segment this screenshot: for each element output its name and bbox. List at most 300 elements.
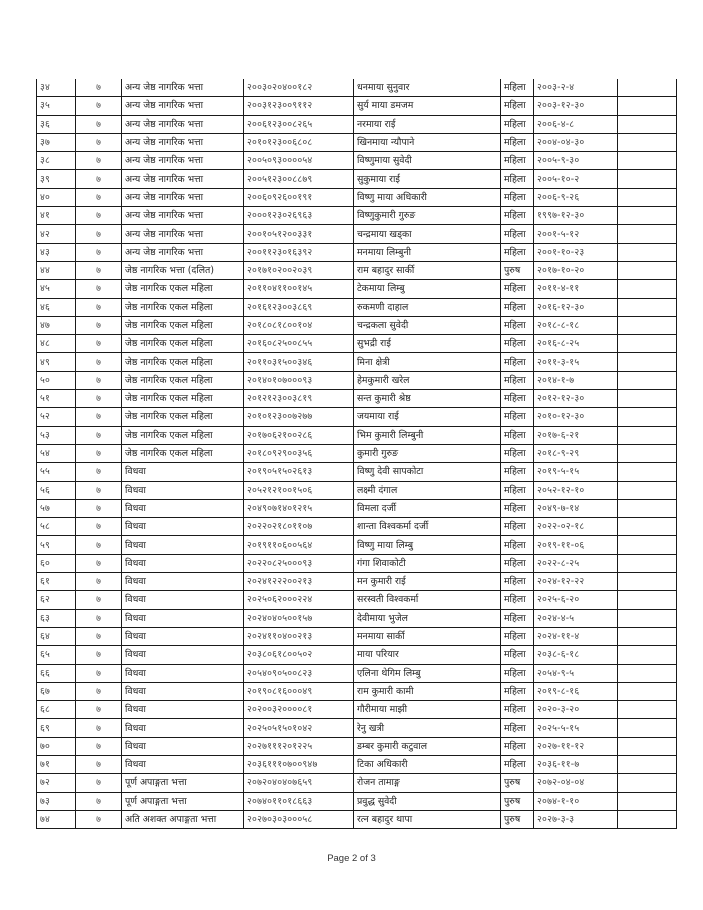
table-row (37, 664, 677, 682)
serial-number-cell: ५९ (37, 536, 76, 554)
date-cell: २०१०-१२-३० (534, 408, 618, 426)
date-cell: २०२५-६-२० (534, 591, 618, 609)
beneficiary-name-cell: विष्णुकुमारी गुरुङ (354, 207, 501, 225)
date-cell: २००३-१२-३० (534, 97, 618, 115)
remarks-cell (618, 170, 677, 188)
beneficiary-name-cell: नरमाया राई (354, 115, 501, 133)
serial-number-cell: ७२ (37, 774, 76, 792)
ward-number-cell: ७ (76, 298, 122, 316)
table-row (37, 261, 677, 279)
allowance-type-cell: अन्य जेष्ठ नागरिक भत्ता (122, 152, 244, 170)
gender-cell: पुरुष (501, 774, 534, 792)
ward-number-cell: ७ (76, 444, 122, 462)
remarks-cell (618, 115, 677, 133)
registration-id-cell: २०२००३२००००८१ (244, 701, 354, 719)
remarks-cell (618, 701, 677, 719)
serial-number-cell: ३७ (37, 133, 76, 151)
ward-number-cell: ७ (76, 719, 122, 737)
remarks-cell (618, 152, 677, 170)
serial-number-cell: ७४ (37, 810, 76, 828)
table-row (37, 152, 677, 170)
allowance-type-cell: अन्य जेष्ठ नागरिक भत्ता (122, 79, 244, 97)
gender-cell: महिला (501, 536, 534, 554)
registration-id-cell: २०१९०५१५०२६१३ (244, 463, 354, 481)
serial-number-cell: ३५ (37, 97, 76, 115)
registration-id-cell: २००६१२३००८२६५ (244, 115, 354, 133)
date-cell: २०७२-०४-०४ (534, 774, 618, 792)
gender-cell: महिला (501, 719, 534, 737)
gender-cell: महिला (501, 682, 534, 700)
beneficiary-name-cell: माया परियार (354, 646, 501, 664)
table-row (37, 627, 677, 645)
allowance-type-cell: जेष्ठ नागरिक एकल महिला (122, 426, 244, 444)
remarks-cell (618, 444, 677, 462)
registration-id-cell: २०१७१०२००२०३९ (244, 261, 354, 279)
ward-number-cell: ७ (76, 682, 122, 700)
remarks-cell (618, 573, 677, 591)
serial-number-cell: ४१ (37, 207, 76, 225)
table-row (37, 755, 677, 773)
serial-number-cell: ४० (37, 188, 76, 206)
remarks-cell (618, 243, 677, 261)
beneficiary-name-cell: मन कुमारी राई (354, 573, 501, 591)
registration-id-cell: २०१२१२३००३८१९ (244, 390, 354, 408)
allowance-type-cell: जेष्ठ नागरिक एकल महिला (122, 371, 244, 389)
table-row (37, 737, 677, 755)
table-row (37, 316, 677, 334)
beneficiary-name-cell: टिका अधिकारी (354, 755, 501, 773)
serial-number-cell: ४४ (37, 261, 76, 279)
date-cell: २०५४-९-५ (534, 664, 618, 682)
registration-id-cell: २०२४१२२२००२१३ (244, 573, 354, 591)
gender-cell: महिला (501, 207, 534, 225)
date-cell: २०१६-८-२५ (534, 335, 618, 353)
allowance-type-cell: विधवा (122, 591, 244, 609)
serial-number-cell: ५४ (37, 444, 76, 462)
beneficiary-table (36, 79, 677, 829)
ward-number-cell: ७ (76, 774, 122, 792)
beneficiary-name-cell: रोजन तामाङ्ग (354, 774, 501, 792)
gender-cell: महिला (501, 518, 534, 536)
table-row (37, 792, 677, 810)
registration-id-cell: २०११०३१५००३४६ (244, 353, 354, 371)
serial-number-cell: ७० (37, 737, 76, 755)
registration-id-cell: २०१७०६२१००२८६ (244, 426, 354, 444)
table-row (37, 408, 677, 426)
ward-number-cell: ७ (76, 133, 122, 151)
table-row (37, 609, 677, 627)
table-row (37, 591, 677, 609)
ward-number-cell: ७ (76, 426, 122, 444)
serial-number-cell: ६४ (37, 627, 76, 645)
beneficiary-name-cell: विष्णुमाया सुवेदी (354, 152, 501, 170)
table-row (37, 188, 677, 206)
ward-number-cell: ७ (76, 536, 122, 554)
date-cell: २०१७-१०-२० (534, 261, 618, 279)
beneficiary-name-cell: गंगा शिवाकोटी (354, 554, 501, 572)
allowance-type-cell: विधवा (122, 701, 244, 719)
gender-cell: महिला (501, 701, 534, 719)
ward-number-cell: ७ (76, 737, 122, 755)
registration-id-cell: २०१६१२३००३८६९ (244, 298, 354, 316)
ward-number-cell: ७ (76, 573, 122, 591)
ward-number-cell: ७ (76, 408, 122, 426)
ward-number-cell: ७ (76, 79, 122, 97)
ward-number-cell: ७ (76, 609, 122, 627)
date-cell: २००६-४-८ (534, 115, 618, 133)
beneficiary-name-cell: मनमाया लिम्बुनी (354, 243, 501, 261)
beneficiary-name-cell: मिना क्षेत्री (354, 353, 501, 371)
date-cell: २०२०-३-२० (534, 701, 618, 719)
date-cell: २०१९-११-०६ (534, 536, 618, 554)
date-cell: २०१९-८-१६ (534, 682, 618, 700)
ward-number-cell: ७ (76, 499, 122, 517)
table-row (37, 573, 677, 591)
registration-id-cell: २००११२३०१६३९२ (244, 243, 354, 261)
allowance-type-cell: अन्य जेष्ठ नागरिक भत्ता (122, 243, 244, 261)
serial-number-cell: ४८ (37, 335, 76, 353)
registration-id-cell: २०१६०८२५००८५५ (244, 335, 354, 353)
gender-cell: महिला (501, 97, 534, 115)
serial-number-cell: ५८ (37, 518, 76, 536)
ward-number-cell: ७ (76, 591, 122, 609)
table-row (37, 701, 677, 719)
registration-id-cell: २०३६१११०७००९४७ (244, 755, 354, 773)
ward-number-cell: ७ (76, 371, 122, 389)
registration-id-cell: २०४९०७१४०१२१५ (244, 499, 354, 517)
date-cell: २०१८-८-१८ (534, 316, 618, 334)
registration-id-cell: २०११०४११००१४५ (244, 280, 354, 298)
ward-number-cell: ७ (76, 225, 122, 243)
remarks-cell (618, 261, 677, 279)
ward-number-cell: ७ (76, 335, 122, 353)
beneficiary-name-cell: सुकुमाया राई (354, 170, 501, 188)
gender-cell: महिला (501, 115, 534, 133)
remarks-cell (618, 810, 677, 828)
table-row (37, 115, 677, 133)
allowance-type-cell: विधवा (122, 554, 244, 572)
remarks-cell (618, 97, 677, 115)
remarks-cell (618, 664, 677, 682)
table-row (37, 426, 677, 444)
remarks-cell (618, 518, 677, 536)
registration-id-cell: २०१४०१०७०००९३ (244, 371, 354, 389)
table-row (37, 518, 677, 536)
serial-number-cell: ४३ (37, 243, 76, 261)
serial-number-cell: ५२ (37, 408, 76, 426)
registration-id-cell: २०२७०३०३०००५८ (244, 810, 354, 828)
allowance-type-cell: पूर्ण अपाङ्गता भत्ता (122, 774, 244, 792)
gender-cell: महिला (501, 609, 534, 627)
date-cell: २०२५-५-१५ (534, 719, 618, 737)
allowance-type-cell: जेष्ठ नागरिक एकल महिला (122, 316, 244, 334)
date-cell: २०४९-७-१४ (534, 499, 618, 517)
table-body (37, 79, 677, 829)
table-row (37, 646, 677, 664)
serial-number-cell: ४५ (37, 280, 76, 298)
registration-id-cell: २०२२०८२५०००९३ (244, 554, 354, 572)
beneficiary-name-cell: भिम कुमारी लिम्बुनी (354, 426, 501, 444)
allowance-type-cell: अन्य जेष्ठ नागरिक भत्ता (122, 188, 244, 206)
serial-number-cell: ६५ (37, 646, 76, 664)
date-cell: २०१४-१-७ (534, 371, 618, 389)
beneficiary-name-cell: प्रवुद्ध सुवेदी (354, 792, 501, 810)
allowance-type-cell: विधवा (122, 536, 244, 554)
registration-id-cell: २०१८०९२९००३५६ (244, 444, 354, 462)
table-row (37, 774, 677, 792)
beneficiary-name-cell: सुभद्री राई (354, 335, 501, 353)
beneficiary-name-cell: टेकमाया लिम्बु (354, 280, 501, 298)
serial-number-cell: ३८ (37, 152, 76, 170)
beneficiary-name-cell: राम कुमारी कामी (354, 682, 501, 700)
ward-number-cell: ७ (76, 518, 122, 536)
beneficiary-name-cell: हेमकुमारी खरेल (354, 371, 501, 389)
serial-number-cell: ५७ (37, 499, 76, 517)
ward-number-cell: ७ (76, 701, 122, 719)
serial-number-cell: ७३ (37, 792, 76, 810)
serial-number-cell: ६२ (37, 591, 76, 609)
table-row (37, 810, 677, 828)
date-cell: २०३६-११-७ (534, 755, 618, 773)
registration-id-cell: २००३१२३००९११२ (244, 97, 354, 115)
gender-cell: महिला (501, 408, 534, 426)
gender-cell: महिला (501, 463, 534, 481)
remarks-cell (618, 792, 677, 810)
gender-cell: पुरुष (501, 261, 534, 279)
gender-cell: महिला (501, 79, 534, 97)
beneficiary-name-cell: डम्बर कुमारी कटुवाल (354, 737, 501, 755)
date-cell: २०२४-१२-२२ (534, 573, 618, 591)
serial-number-cell: ५३ (37, 426, 76, 444)
registration-id-cell: २०१८०८१८००१०४ (244, 316, 354, 334)
table-row (37, 97, 677, 115)
table-row (37, 499, 677, 517)
allowance-type-cell: जेष्ठ नागरिक एकल महिला (122, 353, 244, 371)
beneficiary-name-cell: लक्ष्मी दंगाल (354, 481, 501, 499)
beneficiary-name-cell: कुमारी गुरुङ (354, 444, 501, 462)
registration-id-cell: २०२२०२१८०११०७ (244, 518, 354, 536)
remarks-cell (618, 207, 677, 225)
allowance-type-cell: विधवा (122, 481, 244, 499)
allowance-type-cell: विधवा (122, 518, 244, 536)
table-row (37, 79, 677, 97)
gender-cell: महिला (501, 353, 534, 371)
serial-number-cell: ६० (37, 554, 76, 572)
ward-number-cell: ७ (76, 646, 122, 664)
allowance-type-cell: विधवा (122, 463, 244, 481)
remarks-cell (618, 408, 677, 426)
beneficiary-name-cell: विष्णु देवी सापकोटा (354, 463, 501, 481)
allowance-type-cell: जेष्ठ नागरिक एकल महिला (122, 298, 244, 316)
remarks-cell (618, 774, 677, 792)
serial-number-cell: ४७ (37, 316, 76, 334)
date-cell: २००१-५-१२ (534, 225, 618, 243)
table-row (37, 280, 677, 298)
table-row (37, 353, 677, 371)
table-row (37, 335, 677, 353)
remarks-cell (618, 371, 677, 389)
gender-cell: महिला (501, 390, 534, 408)
beneficiary-name-cell: गौरीमाया माझी (354, 701, 501, 719)
beneficiary-name-cell: विष्णु माया लिम्बु (354, 536, 501, 554)
allowance-type-cell: विधवा (122, 573, 244, 591)
serial-number-cell: ५० (37, 371, 76, 389)
date-cell: २००५-९-३० (534, 152, 618, 170)
registration-id-cell: २०५४०९०५००८२३ (244, 664, 354, 682)
serial-number-cell: ४२ (37, 225, 76, 243)
gender-cell: महिला (501, 573, 534, 591)
remarks-cell (618, 280, 677, 298)
gender-cell: महिला (501, 481, 534, 499)
gender-cell: महिला (501, 627, 534, 645)
serial-number-cell: ४६ (37, 298, 76, 316)
table-row (37, 225, 677, 243)
table-row (37, 390, 677, 408)
table-row (37, 170, 677, 188)
serial-number-cell: ३६ (37, 115, 76, 133)
date-cell: २००४-०४-३० (534, 133, 618, 151)
gender-cell: महिला (501, 243, 534, 261)
ward-number-cell: ७ (76, 261, 122, 279)
gender-cell: महिला (501, 737, 534, 755)
remarks-cell (618, 499, 677, 517)
allowance-type-cell: अन्य जेष्ठ नागरिक भत्ता (122, 225, 244, 243)
remarks-cell (618, 426, 677, 444)
serial-number-cell: ६६ (37, 664, 76, 682)
date-cell: २००१-१०-२३ (534, 243, 618, 261)
ward-number-cell: ७ (76, 554, 122, 572)
table-row (37, 207, 677, 225)
gender-cell: महिला (501, 298, 534, 316)
beneficiary-name-cell: शान्ता विश्वकर्मा दर्जी (354, 518, 501, 536)
registration-id-cell: २०२४११०४००२१३ (244, 627, 354, 645)
allowance-type-cell: विधवा (122, 627, 244, 645)
ward-number-cell: ७ (76, 316, 122, 334)
gender-cell: महिला (501, 554, 534, 572)
remarks-cell (618, 737, 677, 755)
serial-number-cell: ६७ (37, 682, 76, 700)
beneficiary-name-cell: सुर्य माया डमजम (354, 97, 501, 115)
serial-number-cell: ४९ (37, 353, 76, 371)
gender-cell: महिला (501, 444, 534, 462)
serial-number-cell: ७१ (37, 755, 76, 773)
remarks-cell (618, 188, 677, 206)
serial-number-cell: ६९ (37, 719, 76, 737)
remarks-cell (618, 133, 677, 151)
serial-number-cell: ३९ (37, 170, 76, 188)
serial-number-cell: ६३ (37, 609, 76, 627)
beneficiary-name-cell: सरस्वती विश्वकर्मा (354, 591, 501, 609)
date-cell: २००६-९-२६ (534, 188, 618, 206)
gender-cell: पुरुष (501, 792, 534, 810)
allowance-type-cell: जेष्ठ नागरिक एकल महिला (122, 390, 244, 408)
allowance-type-cell: पूर्ण अपाङ्गता भत्ता (122, 792, 244, 810)
date-cell: २००५-१०-२ (534, 170, 618, 188)
date-cell: २०१८-९-२९ (534, 444, 618, 462)
ward-number-cell: ७ (76, 755, 122, 773)
allowance-type-cell: अन्य जेष्ठ नागरिक भत्ता (122, 115, 244, 133)
ward-number-cell: ७ (76, 280, 122, 298)
remarks-cell (618, 79, 677, 97)
serial-number-cell: ३४ (37, 79, 76, 97)
remarks-cell (618, 682, 677, 700)
registration-id-cell: २०७४०११०१८६६३ (244, 792, 354, 810)
table-row (37, 481, 677, 499)
date-cell: २०२७-३-३ (534, 810, 618, 828)
table-row (37, 298, 677, 316)
date-cell: २०१९-५-१५ (534, 463, 618, 481)
table-row (37, 554, 677, 572)
date-cell: २०११-४-११ (534, 280, 618, 298)
remarks-cell (618, 481, 677, 499)
registration-id-cell: २००१०५१२००३३१ (244, 225, 354, 243)
remarks-cell (618, 719, 677, 737)
allowance-type-cell: अन्य जेष्ठ नागरिक भत्ता (122, 170, 244, 188)
date-cell: २०१२-१२-३० (534, 390, 618, 408)
gender-cell: महिला (501, 188, 534, 206)
allowance-type-cell: जेष्ठ नागरिक एकल महिला (122, 444, 244, 462)
serial-number-cell: ६८ (37, 701, 76, 719)
gender-cell: महिला (501, 755, 534, 773)
serial-number-cell: ६१ (37, 573, 76, 591)
allowance-type-cell: जेष्ठ नागरिक एकल महिला (122, 408, 244, 426)
gender-cell: पुरुष (501, 810, 534, 828)
registration-id-cell: २०१९०८१६०००४९ (244, 682, 354, 700)
allowance-type-cell: विधवा (122, 682, 244, 700)
ward-number-cell: ७ (76, 353, 122, 371)
allowance-type-cell: अति अशक्त अपाङ्गता भत्ता (122, 810, 244, 828)
beneficiary-name-cell: रत्न बहादुर थापा (354, 810, 501, 828)
serial-number-cell: ५१ (37, 390, 76, 408)
remarks-cell (618, 353, 677, 371)
ward-number-cell: ७ (76, 170, 122, 188)
remarks-cell (618, 335, 677, 353)
ward-number-cell: ७ (76, 810, 122, 828)
date-cell: २००३-२-४ (534, 79, 618, 97)
beneficiary-name-cell: चन्द्रमाया खड्का (354, 225, 501, 243)
remarks-cell (618, 463, 677, 481)
registration-id-cell: २०१९११०६००५६४ (244, 536, 354, 554)
remarks-cell (618, 298, 677, 316)
remarks-cell (618, 390, 677, 408)
registration-id-cell: २०७२०४०४०७६५९ (244, 774, 354, 792)
beneficiary-name-cell: धनमाया सुनुवार (354, 79, 501, 97)
beneficiary-name-cell: मनमाया सार्की (354, 627, 501, 645)
table-row (37, 133, 677, 151)
allowance-type-cell: विधवा (122, 755, 244, 773)
beneficiary-name-cell: विष्णु माया अधिकारी (354, 188, 501, 206)
beneficiary-name-cell: देवीमाया भुजेल (354, 609, 501, 627)
allowance-type-cell: विधवा (122, 719, 244, 737)
registration-id-cell: २०००१२३०२६९६३ (244, 207, 354, 225)
table-row (37, 719, 677, 737)
date-cell: २०७४-१-१० (534, 792, 618, 810)
beneficiary-name-cell: जयमाया राई (354, 408, 501, 426)
remarks-cell (618, 225, 677, 243)
beneficiary-name-cell: एलिना थेगिम लिम्बु (354, 664, 501, 682)
table-row (37, 463, 677, 481)
remarks-cell (618, 609, 677, 627)
gender-cell: महिला (501, 316, 534, 334)
allowance-type-cell: जेष्ठ नागरिक एकल महिला (122, 335, 244, 353)
date-cell: २०२४-११-४ (534, 627, 618, 645)
gender-cell: महिला (501, 499, 534, 517)
table-row (37, 371, 677, 389)
ward-number-cell: ७ (76, 115, 122, 133)
date-cell: २०११-३-१५ (534, 353, 618, 371)
date-cell: २०१७-६-२१ (534, 426, 618, 444)
registration-id-cell: २००६०९२६००१९१ (244, 188, 354, 206)
